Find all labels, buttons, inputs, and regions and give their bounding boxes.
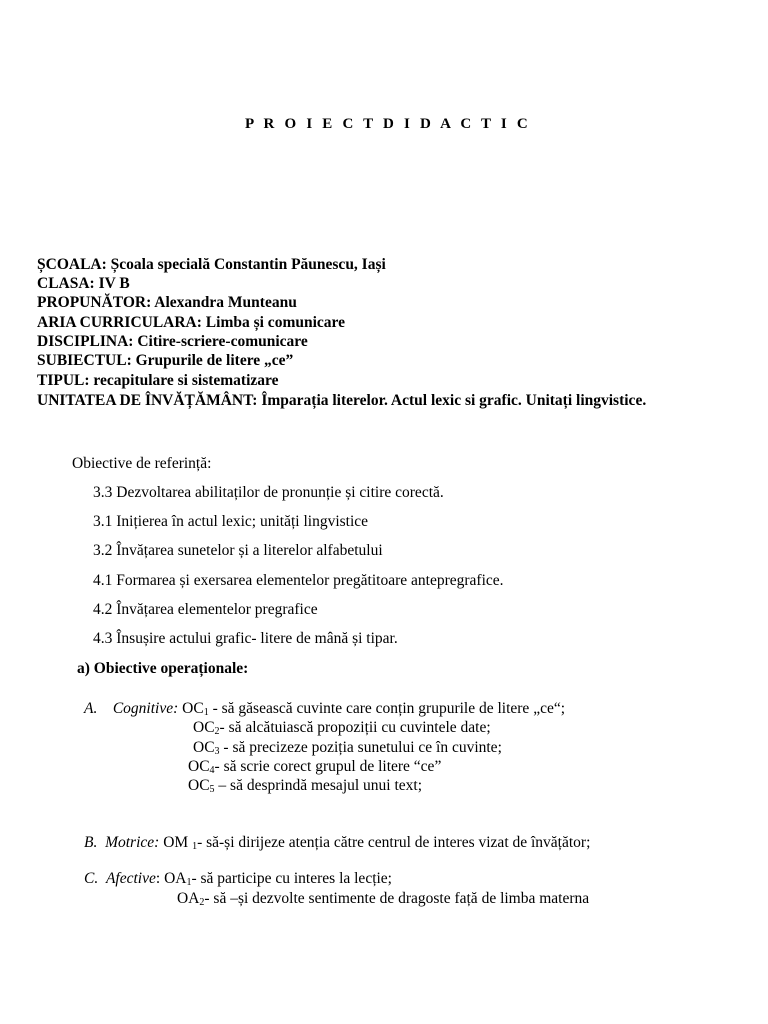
header-label: UNITATEA DE ÎNVĂȚĂMÂNT: <box>37 392 258 409</box>
objective-code-sub: 2 <box>199 897 205 908</box>
header-teacher <box>37 293 297 312</box>
header-value: IV B <box>98 275 130 292</box>
objective-code: OC <box>188 777 210 794</box>
header-school <box>37 255 386 274</box>
header-label: DISCIPLINA: <box>37 333 134 350</box>
header-area <box>37 313 345 332</box>
objective-code: OM <box>163 834 193 851</box>
afective-label: Afective <box>105 870 156 887</box>
afective-row-1: C. Afective: $OA_1-$ să participe cu interes la lecție; <box>84 870 392 888</box>
objective-text: - să precizeze poziția sunetului ce în cuvinte; <box>219 739 502 756</box>
header-class <box>37 274 130 293</box>
objective-text: – să desprindă mesajul unui text; <box>214 777 423 794</box>
motrice-label: Motrice: <box>105 834 160 851</box>
objective-text: - să scrie corect grupul de litere “ce” <box>214 758 442 775</box>
objective-code-sub: 4 <box>209 765 215 776</box>
cognitive-row-3 <box>193 739 502 757</box>
header-label: TIPUL: <box>37 372 90 389</box>
objective-code: OC <box>193 739 215 756</box>
objective-code: OC <box>193 719 215 736</box>
cognitive-letter: A. <box>84 700 98 717</box>
objective-text: - să –și dezvolte sentimente de dragoste față de limba materna <box>204 890 590 907</box>
cognitive-row-5 <box>188 777 422 795</box>
header-value: Alexandra Munteanu <box>154 294 297 311</box>
header-value: Citire-scriere-comunicare <box>137 333 308 350</box>
motrice-row-1 <box>84 834 590 852</box>
header-label: SUBIECTUL: <box>37 352 132 369</box>
motrice-letter: B. <box>84 834 98 851</box>
ref-item: 4.2 Învățarea elementelor pregrafice <box>93 601 318 618</box>
objective-text: - să găsească cuvinte care conțin grupurile de litere „ce“; <box>208 700 566 717</box>
ref-item: 4.3 Însușire actului grafic- litere de mână și tipar. <box>93 630 398 647</box>
header-type <box>37 371 279 390</box>
header-label: PROPUNĂTOR: <box>37 294 152 311</box>
document-title: P R O I E C T D I D A C T I C <box>245 116 531 132</box>
objective-code-sub: 2 <box>214 726 220 737</box>
cognitive-row-1 <box>84 700 565 718</box>
header-unit <box>37 391 702 410</box>
ref-objectives-heading: Obiective de referință: <box>72 455 212 472</box>
afective-row-2 <box>177 890 589 908</box>
operational-objectives-heading: a) Obiective operaționale: <box>77 660 249 677</box>
ref-item: 3.1 Inițierea în actul lexic; unități lingvistice <box>93 513 369 530</box>
cognitive-row-2 <box>193 719 491 737</box>
ref-item: 3.3 Dezvoltarea abilitaților de pronunție și citire corectă. <box>93 484 444 501</box>
header-label: CLASA: <box>37 275 95 292</box>
cognitive-row-4 <box>188 758 441 776</box>
ref-item: 4.1 Formarea și exersarea elementelor pregătitoare antepregrafice. <box>93 572 504 589</box>
header-label: ȘCOALA: <box>37 256 107 273</box>
objective-text: - să alcătuiască propoziții cu cuvintele date; <box>219 719 491 736</box>
header-discipline <box>37 332 308 351</box>
ref-item: 3.2 Învățarea sunetelor și a literelor alfabetului <box>93 542 383 559</box>
objective-code: OA <box>177 890 200 907</box>
header-value: Împarația literelor. Actul lexic si grafic. Unitați lingvistice. <box>261 392 647 409</box>
objective-code-sub: 5 <box>209 784 215 795</box>
header-value: Grupurile de litere „ce” <box>135 352 294 369</box>
objective-text: - să participe cu interes la lecție; <box>191 870 392 887</box>
objective-code-sub: 1 <box>203 707 209 718</box>
objective-text: - să-și dirijeze atenția către centrul de interes vizat de învățător; <box>197 834 591 851</box>
objective-code: OC <box>188 758 210 775</box>
objective-code: OC <box>182 700 204 717</box>
cognitive-label: Cognitive: <box>112 700 179 717</box>
header-value: recapitulare si sistematizare <box>93 372 279 389</box>
objective-code: OA <box>164 870 187 887</box>
header-label: ARIA CURRICULARA: <box>37 314 202 331</box>
objective-code-sub: 1 <box>192 841 198 852</box>
header-value: Limba și comunicare <box>205 314 346 331</box>
objective-code-sub: 3 <box>214 746 220 757</box>
afective-letter: C. <box>84 870 99 887</box>
header-value: Școala specială Constantin Păunescu, Iași <box>110 256 386 273</box>
objective-code-sub: 1 <box>186 877 192 888</box>
header-subject <box>37 351 293 370</box>
